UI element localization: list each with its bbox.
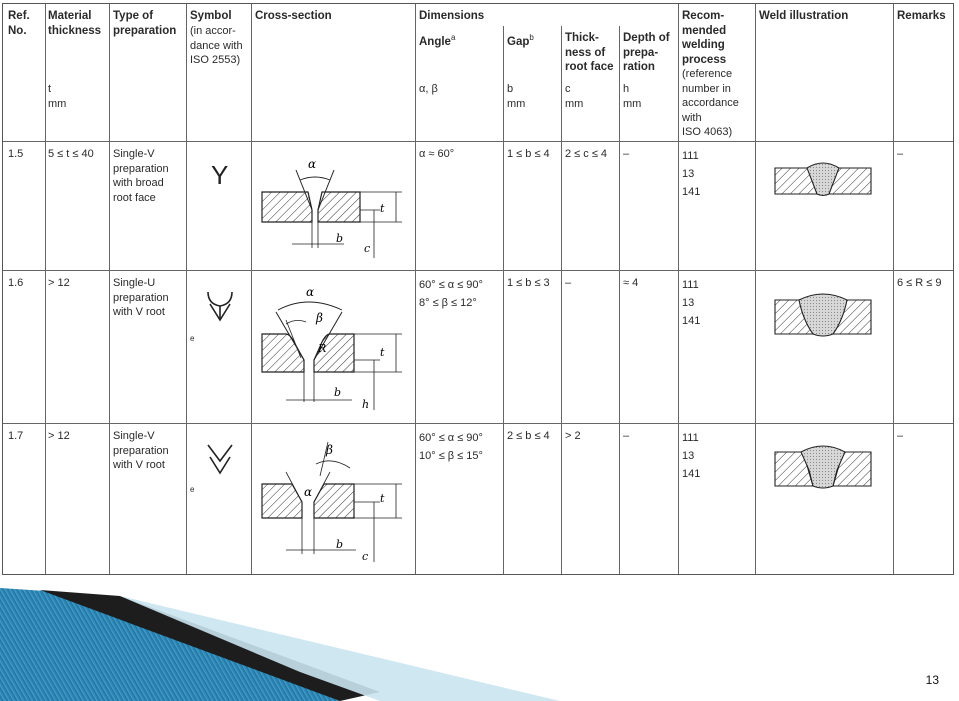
header-symbol-note: (in accor- dance with ISO 2553) (190, 25, 243, 66)
header-weld-illustration: Weld illustration (759, 10, 849, 22)
row-depth: – (623, 430, 630, 442)
row-depth: – (623, 148, 630, 160)
header-recommended-note: (reference number in accordance with ISO 4063) (682, 68, 739, 138)
label-t: t (380, 492, 385, 505)
header-root-face: Thick- ness of root face (565, 32, 614, 73)
row-divider (3, 423, 953, 424)
col-divider (186, 4, 187, 574)
row-thickness: > 12 (48, 430, 70, 442)
weld-illustration-1-7 (773, 440, 873, 492)
header-recommended-process: Recom- mended welding process (682, 10, 727, 66)
row-root-face: – (565, 277, 572, 289)
row-type: Single-V preparation with V root (113, 430, 169, 471)
label-c: c (362, 550, 369, 563)
row-thickness: > 12 (48, 277, 70, 289)
label-b: b (336, 538, 344, 551)
row-root-face: 2 ≤ c ≤ 4 (565, 148, 608, 160)
label-t: t (380, 346, 385, 359)
row-footnote: e (190, 485, 195, 494)
label-b: b (334, 386, 342, 399)
row-angle: α ≈ 60° (419, 148, 455, 160)
row-ref: 1.5 (8, 148, 24, 160)
col-divider (109, 4, 110, 574)
label-beta: β (316, 311, 323, 325)
label-alpha: α (304, 485, 313, 499)
header-angle-footnote: a (450, 33, 456, 42)
label-r: R (318, 342, 327, 355)
label-beta: β (326, 443, 333, 457)
header-angle-label: Angle (419, 35, 451, 48)
cross-section-1-6 (256, 280, 411, 415)
header-gap (507, 31, 534, 49)
label-t: t (380, 202, 385, 215)
row-remarks: 6 ≤ R ≤ 9 (897, 277, 942, 289)
cross-section-1-5 (256, 148, 411, 266)
row-footnote: e (190, 334, 195, 343)
header-depth-symbol: h mm (623, 83, 642, 110)
label-alpha: α (308, 157, 317, 171)
row-remarks: – (897, 148, 904, 160)
col-divider (893, 4, 894, 574)
header-dimensions: Dimensions (419, 10, 485, 22)
weld-symbol-single-v-broad-root: Y (211, 160, 229, 190)
header-gap-label: Gap (507, 35, 530, 48)
header-angle-symbol: α, β (419, 83, 438, 95)
col-divider (619, 26, 620, 574)
row-remarks: – (897, 430, 904, 442)
label-alpha: α (306, 285, 315, 299)
page-number: 13 (925, 673, 939, 687)
row-ref: 1.7 (8, 430, 24, 442)
weld-symbol-u-with-v-root (205, 290, 235, 326)
header-material-thickness: Material thickness (48, 10, 102, 37)
col-divider (415, 4, 416, 574)
header-gap-footnote: b (529, 33, 534, 42)
header-root-face-symbol: c mm (565, 83, 584, 110)
header-depth: Depth of prepa- ration (623, 32, 670, 73)
row-gap: 1 ≤ b ≤ 3 (507, 277, 550, 289)
decorative-ribbon (0, 582, 600, 701)
header-angle (419, 31, 455, 49)
header-thickness-symbol: t mm (48, 83, 67, 110)
weld-illustration-1-6 (773, 290, 873, 340)
label-b: b (336, 232, 344, 245)
row-process: 111 13 141 (682, 432, 701, 480)
row-process: 111 13 141 (682, 150, 701, 198)
header-symbol: Symbol (190, 10, 232, 22)
col-divider (45, 4, 46, 574)
col-divider (503, 26, 504, 574)
row-angle: 60° ≤ α ≤ 90° 10° ≤ β ≤ 15° (419, 432, 483, 462)
row-gap: 2 ≤ b ≤ 4 (507, 430, 550, 442)
row-type: Single-V preparation with broad root face (113, 148, 169, 204)
weld-illustration-1-5 (773, 160, 873, 202)
col-divider (561, 26, 562, 574)
row-angle: 60° ≤ α ≤ 90° 8° ≤ β ≤ 12° (419, 279, 483, 309)
row-thickness: 5 ≤ t ≤ 40 (48, 148, 94, 160)
row-type: Single-U preparation with V root (113, 277, 169, 318)
row-ref: 1.6 (8, 277, 24, 289)
label-c: c (364, 242, 371, 255)
weld-symbol-v-with-v-root (205, 443, 235, 479)
header-cross-section: Cross-section (255, 10, 332, 22)
header-ref-no: Ref. No. (8, 10, 30, 37)
row-divider (3, 141, 953, 142)
row-process: 111 13 141 (682, 279, 701, 327)
col-divider (755, 4, 756, 574)
header-gap-symbol: b mm (507, 83, 526, 110)
cross-section-1-7 (256, 436, 411, 566)
row-root-face: > 2 (565, 430, 581, 442)
col-divider (251, 4, 252, 574)
col-divider (678, 4, 679, 574)
header-type: Type of preparation (113, 10, 177, 37)
row-divider (3, 270, 953, 271)
row-gap: 1 ≤ b ≤ 4 (507, 148, 550, 160)
label-h: h (362, 398, 370, 411)
header-remarks: Remarks (897, 10, 946, 22)
row-depth: ≈ 4 (623, 277, 639, 289)
